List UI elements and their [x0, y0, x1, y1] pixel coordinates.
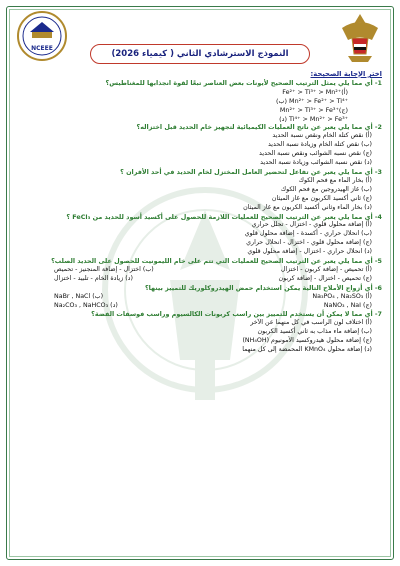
q4-option-b: (ب) انحلال حراري - أكسدة - إضافة محلول قلوي: [244, 230, 372, 238]
q1-option-a: Fe²⁺ > Ti³⁺ > Mn²⁺(أ): [282, 87, 348, 96]
nceee-logo: [16, 10, 68, 62]
q5-option-a: (أ) تحميص - إضافة كربون - اختزال: [280, 265, 372, 273]
q6-option-d: (د) Na₂CO₃ , NaHCO₃: [54, 301, 118, 309]
q2-option-b: (ب) نقص كتلة الخام وزيادة نسبة الحديد: [267, 141, 372, 149]
q7-option-d: (د) إضافة محلول KMnO₄ المحمضة إلى كل منهما: [242, 346, 372, 354]
q3-option-a: (أ) بخار الماء مع فحم الكوك: [298, 176, 372, 184]
q1-option-c: Mn²⁺ > Ti³⁺ > Fe³⁺(ج): [279, 105, 348, 114]
question-4: 4- أي مما يلي يعبر عن الترتيب الصحيح للعمليات اللازمة للحصول على أكسيد أسود للحديد من FeCl₃ ؟: [66, 212, 382, 221]
q3-option-c: (ج) ثاني أكسيد الكربون مع غاز الميثان: [271, 194, 372, 202]
q4-option-a: (أ) إضافة محلول قلوي - اختزال - تحلل حراري: [251, 221, 372, 229]
q5-options-row-2: [20, 275, 382, 284]
exam-title: النموذج الاسترشادي الثاني ( كيمياء 2026): [90, 44, 310, 64]
section-heading: اختر الإجابة الصحيحة:: [310, 70, 382, 78]
q1-option-d: (د) Ti⁴⁺ > Mn²⁺ > Fe³⁺: [279, 114, 348, 123]
q7-option-a: (أ) اختلاف لون الراسب في كل منهما عن الآخر: [250, 319, 372, 327]
ministry-eagle-logo: [336, 10, 384, 64]
q6-option-a: (أ) Na₃PO₄ , Na₂SO₃: [312, 292, 372, 300]
q6-option-c: (ج) NaNO₃ , NaI: [323, 301, 372, 309]
q3-option-d: (د) بخار الماء وثاني أكسيد الكربون مع غاز الميثان: [243, 203, 372, 211]
question-1: 1- أي مما يلي يمثل الترتيب الصحيح لأيونات بعض العناصر تبعًا لقوة انجذابها للمغناطيس؟: [105, 78, 382, 87]
question-5: 5- أي مما يلي يعبر عن الترتيب الصحيح للعمليات التي تتم على خام الليمونيت للحصول على الحديد الصلب؟: [51, 257, 382, 266]
q5-option-c: (ج) تحميص - اختزال - إضافة كربون: [278, 274, 372, 282]
q4-option-c: (ج) إضافة محلول قلوي - اختزال - انحلال حراري: [246, 239, 372, 247]
exam-content: [20, 70, 382, 355]
question-2: 2- أي مما يلي يعبر عن ناتج العمليات الكيميائية لتجهيز خام الحديد قبل اختزاله؟: [136, 123, 382, 132]
q5-option-b: (ب) اختزال - إضافة المنجنيز - تحميص: [54, 265, 154, 273]
q2-option-c: (ج) نقص نسبه الشوائب ونقص نسبة الحديد: [259, 150, 372, 158]
q7-option-c: (ج) إضافة محلول هيدروكسيد الأمونيوم (NH₄OH): [242, 337, 372, 345]
q7-option-b: (ب) إضافة ماء مذاب به ثاني أكسيد الكربون: [257, 328, 372, 336]
q5-option-d: (د) زيادة الخام - تلبيد - اختزال: [54, 274, 133, 282]
question-7: 7- أي مما لا يمكن أن يستخدم للتمييز بين راسب كربونات الكالسيوم وراسب فوسفات الفضة؟: [91, 310, 382, 319]
q6-options-row-1: [20, 293, 382, 302]
q4-option-d: (د) انحلال حراري - اختزال - إضافة محلول قلوي: [247, 248, 372, 256]
question-3: 3- أي مما يلي يعبر عن تفاعل لتحضير العامل المختزل لخام الحديد في أحد الأفران ؟: [120, 167, 382, 176]
q1-option-b: (ب) Mn²⁺ > Fe²⁺ > Ti⁴⁺: [276, 96, 348, 105]
q2-option-a: (أ) نقص كتلة الخام ونقص نسبة الحديد: [272, 132, 372, 140]
q3-option-b: (ب) غاز الهيدروجين مع فحم الكوك: [280, 185, 372, 193]
q2-option-d: (د) نقص نسبة الشوائب وزيادة نسبة الحديد: [260, 159, 372, 167]
q6-option-b: (ب) NaBr , NaCl: [54, 292, 104, 300]
q5-options-row-1: [20, 266, 382, 275]
svg-text:NCEEE: NCEEE: [31, 45, 53, 52]
question-6: 6- أي أزواج الأملاح التالية يمكن استخدام حمض الهيدروكلوريك للتمييز بينها؟: [144, 283, 382, 292]
